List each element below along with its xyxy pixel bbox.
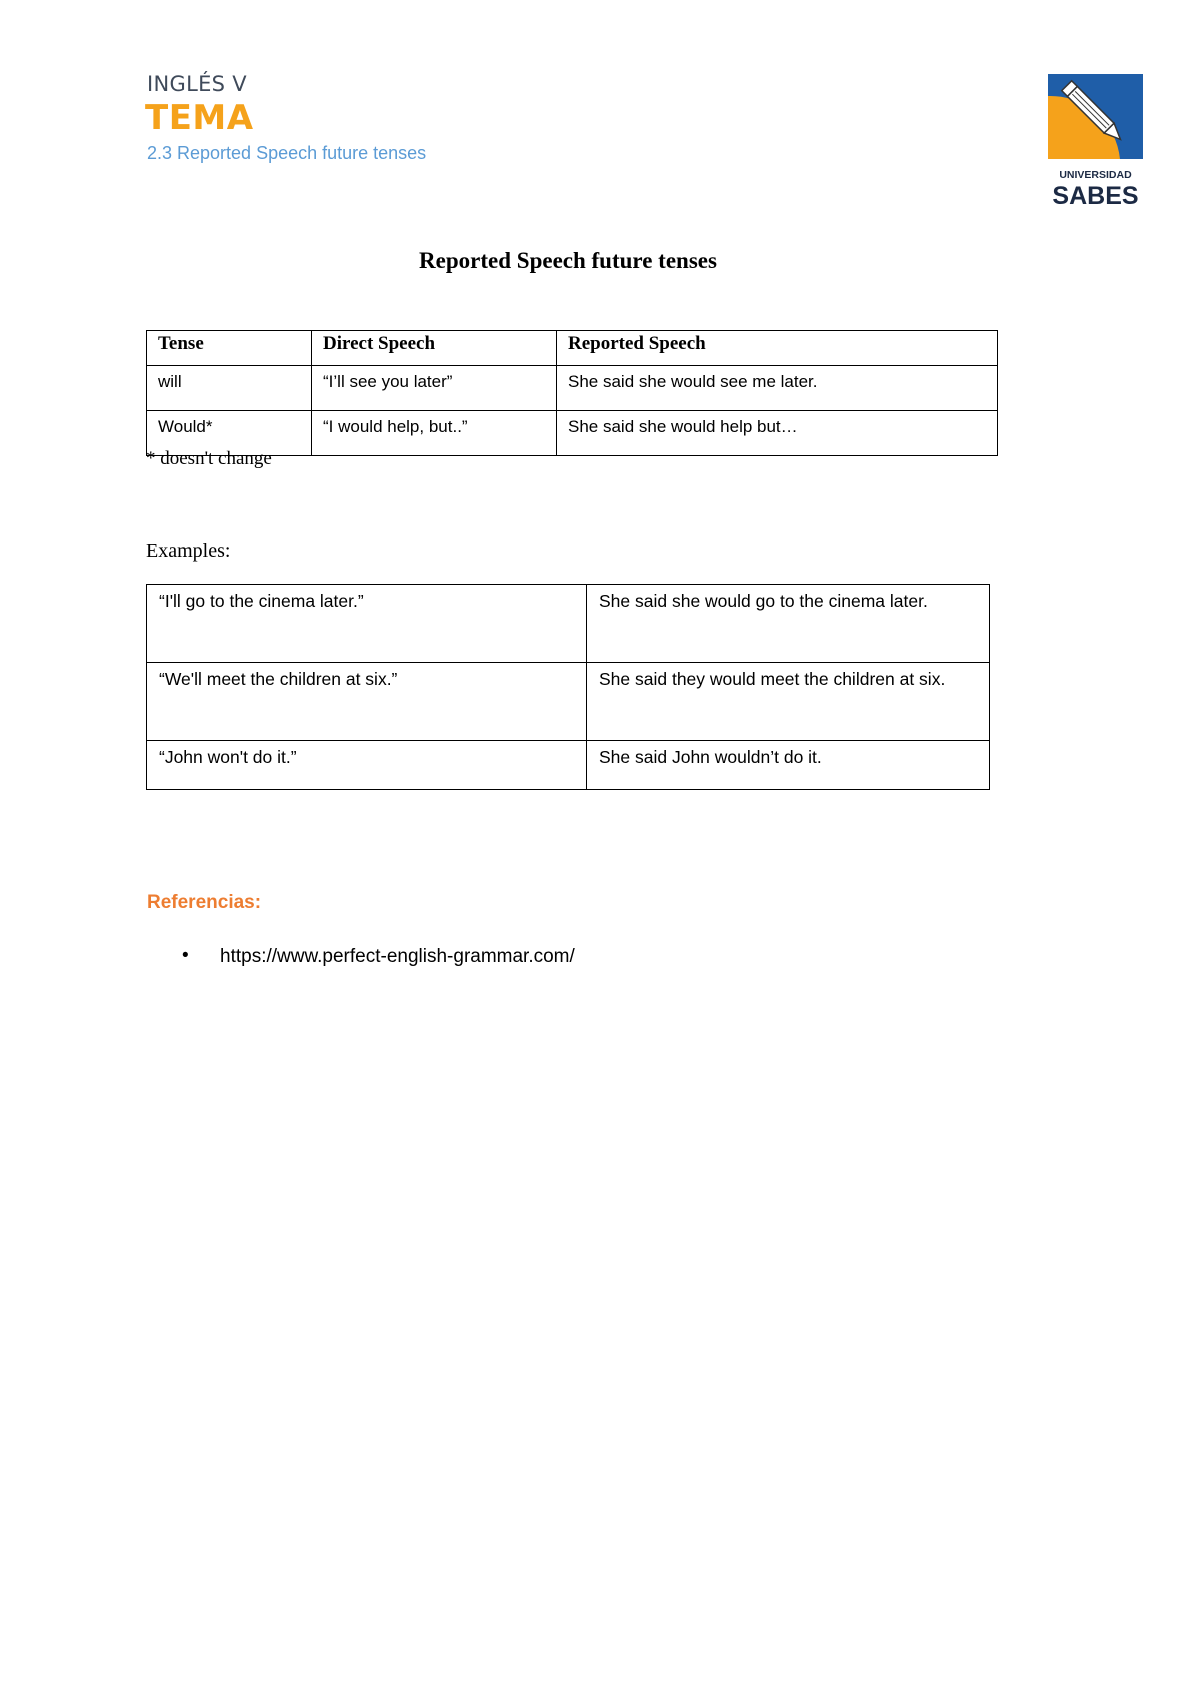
topic-subtitle: 2.3 Reported Speech future tenses [147,143,427,163]
header-direct-speech: Direct Speech [312,331,557,366]
table-row [147,366,998,411]
table-row [147,741,990,790]
direct-speech-cell: “I’ll see you later” [312,366,557,411]
reported-speech-cell: She said she would see me later. [557,366,998,411]
references-heading: Referencias: [147,892,262,913]
course-name: INGLÉS V [147,72,247,96]
topic-heading: TEMA [145,98,254,138]
references-list [182,946,575,968]
reference-link[interactable]: https://www.perfect-english-grammar.com/ [220,946,575,967]
universidad-sabes-logo [1048,74,1143,210]
tense-cell: will [147,366,312,411]
examples-label: Examples: [146,540,231,562]
document-title: Reported Speech future tenses [419,248,717,273]
examples-table [146,584,990,790]
header-tense: Tense [147,331,312,366]
tense-cell: Would* [147,411,312,456]
direct-example-cell: “John won't do it.” [147,741,587,790]
reported-speech-cell: She said she would help but… [557,411,998,456]
reported-example-cell: She said they would meet the children at six. [587,663,990,741]
table-row [147,663,990,741]
header-reported-speech: Reported Speech [557,331,998,366]
direct-speech-cell: “I would help, but..” [312,411,557,456]
table-row [147,585,990,663]
reported-example-cell: She said John wouldn’t do it. [587,741,990,790]
logo-text-sabes: SABES [1052,182,1139,210]
logo-text-universidad: UNIVERSIDAD [1059,169,1132,181]
tenses-table [146,330,998,456]
reference-item [182,946,575,968]
reported-example-cell: She said she would go to the cinema later. [587,585,990,663]
direct-example-cell: “We'll meet the children at six.” [147,663,587,741]
table-header-row [147,331,998,366]
table-row [147,411,998,456]
footnote: * doesn't change [146,448,272,469]
bullet-icon: • [182,945,189,966]
direct-example-cell: “I'll go to the cinema later.” [147,585,587,663]
